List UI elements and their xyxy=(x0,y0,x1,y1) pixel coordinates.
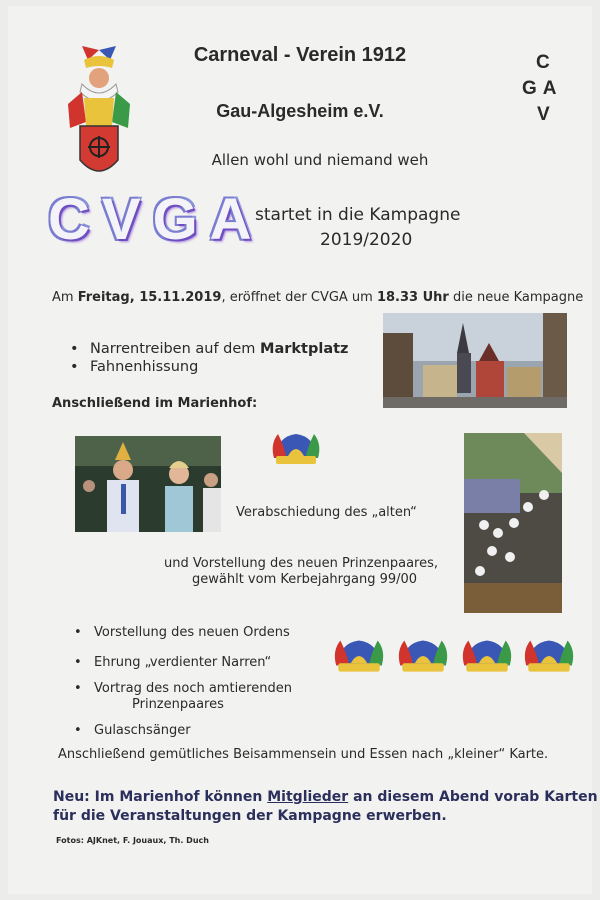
campaign-year: 2019/2020 xyxy=(320,230,413,250)
parade-photo xyxy=(464,433,562,613)
vorstellung-line1: und Vorstellung des neuen Prinzenpaares, xyxy=(164,556,439,571)
prinzenpaar-photo xyxy=(75,436,221,532)
members-notice: Neu: Im Marienhof können Mitglieder an diesem Abend vorab Karten für die Veranstaltungen der Kampagne erwerben. xyxy=(53,789,598,824)
bullet-gulaschsaenger: • Gulaschsänger xyxy=(94,723,191,738)
marktplatz-photo xyxy=(383,313,567,408)
bullet-fahnenhissung: • Fahnenhissung xyxy=(90,359,198,375)
jester-hat-icon xyxy=(268,428,324,468)
bullet-narrentreiben: • Narrentreiben auf dem Marktplatz xyxy=(90,341,349,357)
marienhof-heading: Anschließend im Marienhof: xyxy=(52,396,258,411)
bullet-orden: • Vorstellung des neuen Ordens xyxy=(94,625,290,640)
photo-credits: Fotos: AJKnet, F. Jouaux, Th. Duch xyxy=(56,836,209,845)
jester-hat-icon xyxy=(394,634,452,676)
club-name: Carneval - Verein 1912 xyxy=(193,44,407,66)
bullet-ehrung: • Ehrung „verdienter Narren“ xyxy=(94,655,271,670)
club-motto: Allen wohl und niemand weh xyxy=(211,151,429,169)
opening-announcement: Am Freitag, 15.11.2019, eröffnet der CVGA um 18.33 Uhr die neue Kampagne xyxy=(52,290,584,305)
campaign-start-text: startet in die Kampagne xyxy=(255,205,461,225)
vorstellung-line2: gewählt vom Kerbejahrgang 99/00 xyxy=(192,572,418,587)
bullet-vortrag: • Vortrag des noch amtierenden xyxy=(94,681,292,696)
cvga-logo-text: CVGA xyxy=(48,187,264,252)
jester-hat-icon xyxy=(520,634,578,676)
club-location: Gau-Algesheim e.V. xyxy=(216,101,384,121)
closing-text: Anschließend gemütliches Beisammensein und Essen nach „kleiner“ Karte. xyxy=(58,747,549,762)
side-letter-v: V xyxy=(537,104,550,125)
jester-hat-icon xyxy=(458,634,516,676)
side-letter-ga: GA xyxy=(522,78,563,99)
side-letter-c: C xyxy=(536,52,550,73)
jester-hat-icon xyxy=(330,634,388,676)
bullet-vortrag-continued: Prinzenpaares xyxy=(132,697,224,712)
verabschiedung-text: Verabschiedung des „alten“ xyxy=(236,505,417,520)
